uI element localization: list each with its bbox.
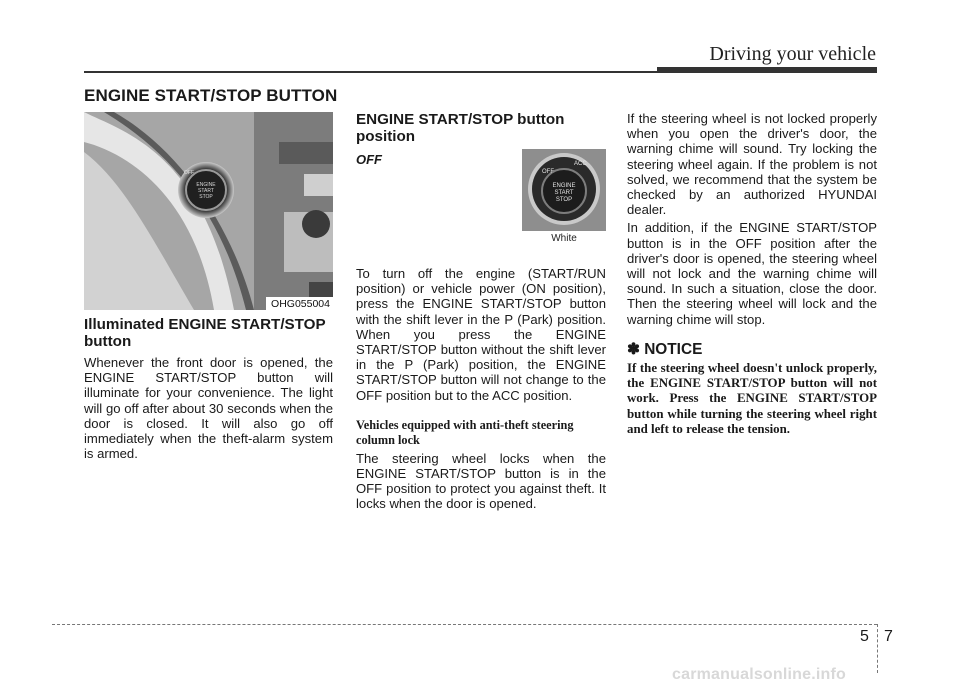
chapter-number: 5: [860, 628, 869, 645]
position-heading: ENGINE START/STOP button position: [356, 111, 565, 145]
photo-code: OHG055004: [266, 297, 333, 310]
header-rule-thick: [657, 67, 877, 73]
section-title: Driving your vehicle: [709, 43, 876, 65]
illuminated-body: Whenever the front door is opened, the ENGINE START/STOP button will illuminate for your convenience. The light will go off after about 30 seconds when the door is closed. It will also go off immediately when the theft-alarm system is armed.: [84, 355, 333, 462]
notice-label: NOTICE: [644, 340, 703, 358]
anti-theft-subheading: Vehicles equipped with anti-theft steering column lock: [356, 417, 574, 448]
svg-text:ENGINE: ENGINE: [552, 183, 576, 189]
right-column: [627, 111, 877, 437]
off-label: OFF: [356, 152, 382, 167]
notice-icon: ✽: [627, 340, 640, 358]
anti-theft-body: The steering wheel locks when the ENGINE START/STOP button is in the OFF position to protect you against theft. It locks when the door is opened.: [356, 450, 606, 512]
svg-text:START: START: [198, 188, 214, 194]
illuminated-subheading: Illuminated ENGINE START/STOP button: [84, 316, 326, 350]
photo-button-label: ENGINE: [196, 182, 216, 188]
right-para-2: In addition, if the ENGINE START/STOP button is in the OFF position after the driver's door is opened, the steering wheel will not lock and the warning chime will sound. In such a situation, close the door. Then the steering wheel will lock and the warning chime will stop.: [627, 220, 877, 327]
position-body: To turn off the engine (START/RUN position) or vehicle power (ON position), press the ENGINE START/STOP button with the shift lever in the P (Park) position. When you press the ENGINE START/STOP button without the shift lever in the P (Park) position, the ENGINE START/STOP button will not change to the OFF position but to the ACC position.: [356, 266, 606, 403]
page-number: 7: [884, 628, 893, 645]
svg-text:STOP: STOP: [199, 194, 213, 200]
notice-body: If the steering wheel doesn't unlock properly, the ENGINE START/STOP button will not work. Press the ENGINE START/STOP button while turning the steering wheel right and left to release the tension.: [627, 360, 877, 437]
watermark: carmanualsonline.info: [672, 666, 847, 683]
button-closeup-photo: [522, 149, 606, 247]
photo-off-label: OFF: [184, 170, 194, 176]
dashboard-photo: [84, 112, 333, 310]
notice-title: [627, 341, 877, 359]
left-column: [84, 316, 333, 461]
small-photo-acc: ACC: [574, 161, 587, 167]
svg-text:START: START: [554, 190, 574, 196]
page-heading: ENGINE START/STOP BUTTON: [84, 86, 338, 105]
footer-divider: [877, 624, 878, 673]
svg-text:STOP: STOP: [555, 197, 573, 203]
header-rule: [84, 71, 657, 73]
middle-column-body: [356, 266, 606, 512]
right-para-1: If the steering wheel is not locked properly when you open the driver's door, the warning chime will sound. Try locking the steering wheel again. If the problem is not solved, we recommend that the system be checked by an authorized HYUNDAI dealer.: [627, 111, 877, 218]
small-photo-caption: White: [522, 231, 606, 247]
small-photo-off: OFF: [542, 169, 554, 175]
footer-rule: [52, 624, 877, 625]
